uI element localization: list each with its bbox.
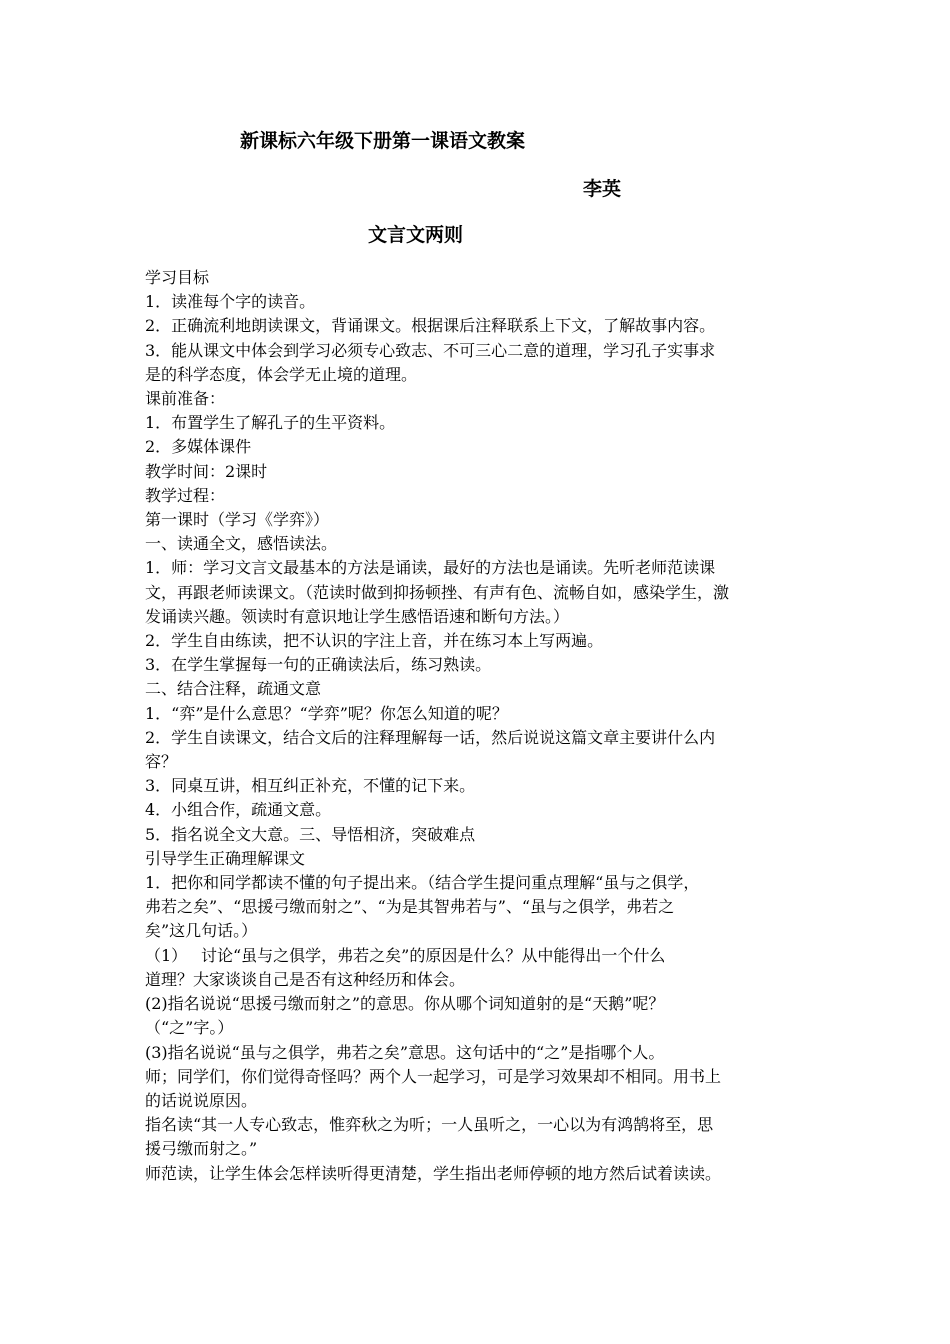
text-line: 1．“弈”是什么意思？“学弈”呢？你怎么知道的呢？: [145, 703, 508, 723]
lesson-subtitle: 文言文两则: [368, 224, 464, 246]
text-line: 师；同学们，你们觉得奇怪吗？两个人一起学习，可是学习效果却不相同。用书上: [145, 1066, 722, 1086]
section-heading: 学习目标: [145, 268, 210, 287]
text-line: 的话说说原因。: [145, 1090, 258, 1110]
text-line: (2)指名说说“思援弓缴而射之”的意思。你从哪个词知道射的是“天鹅”呢？: [145, 994, 665, 1014]
section-heading: 教学过程：: [145, 485, 226, 505]
text-line: 二、结合注释，疏通文意: [145, 679, 322, 699]
text-line: 5．指名说全文大意。三、导悟相济，突破难点: [145, 824, 476, 844]
text-line: 3．能从课文中体会到学习必须专心致志、不可三心二意的道理，学习孔子实事求: [145, 340, 716, 360]
text-line: 文，再跟老师读课文。（范读时做到抑扬顿挫、有声有色、流畅自如，感染学生，激: [145, 582, 730, 602]
text-line: 第一课时（学习《学弈》）: [145, 510, 330, 530]
text-line: 4．小组合作，疏通文意。: [145, 800, 332, 820]
text-line: 容？: [145, 752, 178, 772]
text-line: 是的科学态度，体会学无止境的道理。: [145, 364, 418, 384]
text-line: 1．师：学习文言文最基本的方法是诵读，最好的方法也是诵读。先听老师范读课: [145, 558, 716, 578]
text-line: 弗若之矣”、“思援弓缴而射之”、“为是其智弗若与”、“虽与之俱学，弗若之: [145, 897, 675, 917]
text-line: (3)指名说说“虽与之俱学，弗若之矣”意思。这句话中的“之”是指哪个人。: [145, 1042, 665, 1062]
document-title: 新课标六年级下册第一课语文教案: [240, 130, 526, 152]
section-heading: 课前准备：: [145, 389, 226, 409]
text-line: （“之”字。）: [145, 1018, 234, 1038]
text-line: 指名读“其一人专心致志，惟弈秋之为听；一人虽听之，一心以为有鸿鹄将至，思: [145, 1115, 714, 1135]
text-line: 道理？大家谈谈自己是否有这种经历和体会。: [145, 969, 466, 989]
text-line: 3．同桌互讲，相互纠正补充，不懂的记下来。: [145, 776, 476, 796]
author-name: 李英: [583, 178, 622, 200]
text-line: 一、读通全文，感悟读法。: [145, 534, 338, 554]
list-marker: （1）: [145, 945, 188, 965]
text-line: 2．多媒体课件: [145, 437, 252, 457]
document-body: [145, 266, 825, 1186]
text-line: 2．学生自读课文，结合文后的注释理解每一话，然后说说这篇文章主要讲什么内: [145, 727, 716, 747]
text-line: 援弓缴而射之。”: [145, 1139, 258, 1159]
text-line: [145, 944, 825, 968]
text-line: 2．正确流利地朗读课文，背诵课文。根据课后注释联系上下文，了解故事内容。: [145, 316, 716, 336]
text-line: 1．读准每个字的读音。: [145, 292, 316, 312]
text-line: 教学时间：2课时: [145, 461, 268, 481]
text-line: 1．把你和同学都读不懂的句子提出来。（结合学生提问重点理解“虽与之俱学，: [145, 873, 700, 893]
text-line: 3．在学生掌握每一句的正确读法后，练习熟读。: [145, 655, 492, 675]
text-line: 矣”这几句话。）: [145, 921, 258, 941]
text-line: 1．布置学生了解孔子的生平资料。: [145, 413, 396, 433]
text-line: 2．学生自由练读，把不认识的字注上音，并在练习本上写两遍。: [145, 631, 604, 651]
text-line: 师范读，让学生体会怎样读听得更清楚，学生指出老师停顿的地方然后试着读读。: [145, 1163, 722, 1183]
text-line: 发诵读兴趣。领读时有意识地让学生感悟语速和断句方法。）: [145, 606, 570, 626]
text-line-content: 讨论“虽与之俱学，弗若之矣”的原因是什么？从中能得出一个什么: [201, 945, 666, 965]
text-line: 引导学生正确理解课文: [145, 848, 306, 868]
